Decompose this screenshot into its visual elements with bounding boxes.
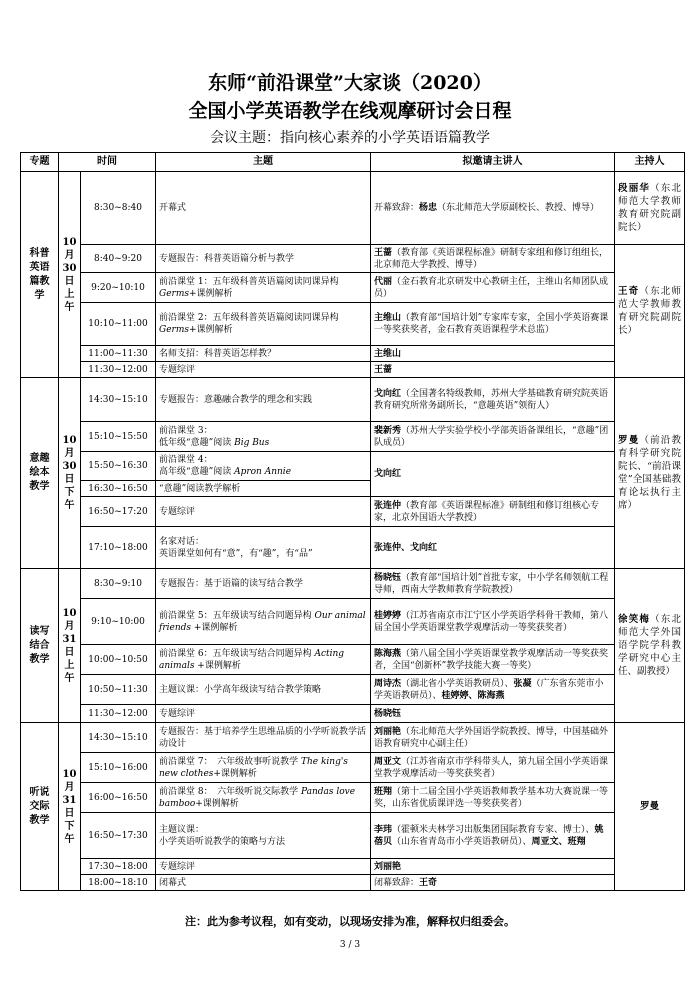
time-cell: 18:00~18:10 (81, 875, 156, 891)
speaker-cell (371, 362, 615, 378)
time-cell: 8:30~9:10 (81, 569, 156, 599)
speaker-desc: （江苏省南京市学科带头人，第九届全国小学英语课堂教学观摩活动一等奖获奖者） (374, 756, 609, 779)
speaker-cell (371, 875, 615, 891)
lesson-title: Our animal friends (159, 610, 366, 633)
speaker-cell (371, 172, 615, 245)
subject-cell: 专题报告：科普英语篇分析与教学 (156, 245, 371, 273)
subject-cell (156, 813, 371, 859)
speaker-separator: 、 (468, 690, 478, 701)
speaker-name: 周亚文 (531, 836, 559, 847)
table-row (21, 362, 685, 378)
footnote: 注：此为参考议程，如有变动，以现场安排为准，解释权归组委会。 (185, 915, 515, 928)
subject-cell (156, 753, 371, 783)
time-cell: 15:10~16:00 (81, 753, 156, 783)
speaker-cell (371, 569, 615, 599)
header-time: 时间 (59, 153, 156, 172)
speaker-name: 王奇 (419, 877, 438, 888)
subject-cell: 开幕式 (156, 172, 371, 245)
subject-cell: 专题综评 (156, 362, 371, 378)
session-date: 10月30日下午 (59, 378, 81, 569)
subject-cell: 专题综评 (156, 705, 371, 723)
speaker-desc: （第十二届全国小学英语教师教学基本功大赛说课一等奖，山东省优质课评选一等奖获奖者） (374, 786, 609, 809)
table-row (21, 527, 685, 569)
host-desc: （东北师范大学外国语学院学科教学研究中心主任、副教授） (618, 614, 681, 677)
speaker-cell (371, 273, 615, 303)
speaker-name: 陈海燕 (477, 690, 505, 701)
speaker-desc: （苏州大学实验学校小学部英语备课组长，“意趣”团队成员） (374, 425, 609, 448)
lesson-title: Apron Annie (234, 467, 292, 477)
subject-cell (156, 452, 371, 481)
speaker-desc: （第八届全国小学英语课堂教学观摩活动一等奖获奖者，全国“创新杯”教学技能大赛一等奖） (374, 648, 609, 671)
host-name: 段丽华 (618, 183, 651, 194)
table-row (21, 303, 685, 346)
table-row (21, 599, 685, 645)
speaker-desc: （广东省东莞市小学英语教研员）、 (374, 678, 604, 701)
speaker-desc: （霍顿米夫林学习出版集团国际教育专家、博士）、 (392, 824, 595, 835)
subject-cell: 专题报告：意趣融合教学的理念和实践 (156, 378, 371, 422)
session-topic: 意趣绘本教学 (21, 378, 59, 569)
speaker-name: 周诗杰 (374, 678, 402, 689)
table-row (21, 497, 685, 527)
schedule-table (20, 152, 685, 891)
speaker-name: 班翔 (374, 786, 393, 797)
speaker-name: 陈海燕 (374, 648, 402, 659)
speaker-cell (371, 675, 615, 705)
subject-text: 前沿课堂 7： 六年级故事听说教学 (159, 756, 301, 767)
subject-cell: 专题综评 (156, 497, 371, 527)
table-row (21, 273, 685, 303)
subject-cell: 专题报告：基于培养学生思维品质的小学听说教学活动设计 (156, 723, 371, 753)
speaker-desc: （全国著名特级教师，苏州大学基础教育研究院英语教育研究所常务副所长，“意趣英语”领衔人） (374, 388, 609, 411)
host-name: 罗曼 (618, 435, 640, 446)
header-speaker: 拟邀请主讲人 (371, 153, 615, 172)
header-subject: 主题 (156, 153, 371, 172)
subject-text: +课例解析 (213, 768, 257, 779)
speaker-prefix: 闭幕致辞： (374, 877, 420, 888)
table-row (21, 753, 685, 783)
subject-cell: 闭幕式 (156, 875, 371, 891)
host-name: 王奇 (618, 286, 640, 297)
speaker-cell (371, 245, 615, 273)
host-desc: （前沿教育科学研究院院长、“前沿课堂”全国基础教育论坛执行主席） (618, 435, 681, 511)
speaker-cell (371, 346, 615, 362)
subject-cell (156, 273, 371, 303)
lesson-title: Big Bus (234, 437, 270, 448)
time-cell: 14:30~15:10 (81, 378, 156, 422)
subject-text: 前沿课堂 2：五年级科普英语篇阅读同课异构 (159, 313, 339, 323)
time-cell: 16:30~16:50 (81, 481, 156, 497)
subject-text: 主题议课： (159, 824, 205, 835)
subject-cell: 主题议课：小学高年级读写结合教学策略 (156, 675, 371, 705)
speaker-name: 王蔷 (374, 247, 393, 258)
table-row (21, 645, 685, 675)
table-row (21, 705, 685, 723)
time-cell: 10:00~10:50 (81, 645, 156, 675)
subject-cell (156, 527, 371, 569)
table-row (21, 245, 685, 273)
speaker-cell (371, 527, 615, 569)
subject-cell (156, 783, 371, 813)
lesson-title: Acting animals (159, 648, 345, 671)
subject-text: 英语课堂如何有“意”，有“趣”，有“品” (159, 548, 313, 559)
conference-theme: 会议主题：指向核心素养的小学英语语篇教学 (210, 130, 490, 146)
session-date: 10月31日下午 (59, 723, 81, 891)
speaker-desc: （东北师范大学外国语学院教授、博导，中国基础外语教育研究中心副主任） (374, 726, 609, 749)
speaker-name: 班翔 (567, 836, 586, 847)
subject-text: +课例解析 (188, 325, 233, 335)
speaker-name: 戈向红 (374, 469, 402, 479)
lesson-title: The king's new clothes (159, 756, 348, 779)
speaker-name: 杨晓钰 (374, 708, 402, 719)
speaker-desc: （湖北省小学英语教研员）、 (401, 678, 514, 689)
session-date: 10月31日上午 (59, 569, 81, 723)
session-date: 10月30日上午 (59, 172, 81, 378)
subject-cell (156, 645, 371, 675)
table-row (21, 859, 685, 875)
header-topic: 专题 (21, 153, 59, 172)
speaker-desc: （金石教育北京研发中心教研主任，主维山名师团队成员） (374, 276, 609, 299)
speaker-name: 刘丽艳 (374, 861, 402, 872)
page-number: 3 / 3 (339, 940, 361, 950)
speaker-name: 桂婷婷 (441, 690, 469, 701)
subject-cell: 专题报告：基于语篇的读写结合教学 (156, 569, 371, 599)
subject-cell (156, 422, 371, 452)
table-row (21, 723, 685, 753)
speaker-cell (371, 783, 615, 813)
table-row (21, 172, 685, 245)
subject-text: 前沿课堂 8： 六年级听说交际教学 (159, 786, 301, 797)
speaker-name: 戈向红 (374, 388, 402, 399)
speaker-desc: （山东省青岛市小学英语教研员）、 (392, 836, 532, 847)
speaker-name: 张连仲 (374, 500, 402, 511)
speaker-desc: （教育部《英语课程标准》研制专家组和修订组组长，北京师范大学教授、博导） (374, 247, 609, 270)
speaker-cell (371, 452, 615, 497)
speaker-desc: （教育部《英语课程标准》研制组和修订组核心专家，北京外国语大学教授） (374, 500, 600, 523)
speaker-name: 裴新秀 (374, 425, 402, 436)
speaker-name: 李玮 (374, 824, 393, 835)
table-row (21, 452, 685, 481)
speaker-desc: （教育部“国培计划”专家库专家，全国小学英语赛课一等奖获奖者，金石教育英语课程学术总监） (374, 313, 609, 335)
table-row (21, 783, 685, 813)
time-cell: 11:00~11:30 (81, 346, 156, 362)
speaker-desc: （东北师范大学原副校长、教授、博导） (437, 203, 600, 213)
subject-text: +课例解析 (194, 660, 241, 671)
speaker-name: 桂婷婷 (374, 610, 402, 621)
speaker-prefix: 开幕致辞： (374, 203, 420, 213)
lesson-title: Pandas love bamboo (159, 786, 356, 809)
time-cell: 9:10~10:00 (81, 599, 156, 645)
subject-text: 高年级“意趣”阅读 (159, 467, 235, 477)
speaker-name: 主维山 (374, 313, 402, 323)
table-row (21, 378, 685, 422)
session-topic: 听说交际教学 (21, 723, 59, 891)
time-cell: 10:50~11:30 (81, 675, 156, 705)
speaker-cell (371, 723, 615, 753)
host-cell (615, 378, 685, 569)
subject-text: 低年级“意趣”阅读 (159, 437, 235, 448)
speaker-name: 刘丽艳 (374, 726, 402, 737)
time-cell: 14:30~15:10 (81, 723, 156, 753)
subject-text: 小学英语听说教学的策略与方法 (159, 836, 286, 847)
speaker-name: 杨忠 (419, 203, 438, 213)
speaker-cell (371, 705, 615, 723)
time-cell: 8:40~9:20 (81, 245, 156, 273)
subject-cell: “意趣”阅读教学解析 (156, 481, 371, 497)
speaker-name: 张凝 (513, 678, 532, 689)
subject-text: 前沿课堂 5：五年级读写结合同题异构 (159, 610, 315, 621)
speaker-cell (371, 303, 615, 346)
time-cell: 15:10~15:50 (81, 422, 156, 452)
subject-cell: 专题综评 (156, 859, 371, 875)
time-cell: 15:50~16:30 (81, 452, 156, 481)
time-cell: 17:30~18:00 (81, 859, 156, 875)
table-row (21, 346, 685, 362)
header-host: 主持人 (615, 153, 685, 172)
speaker-desc: （江苏省南京市江宁区小学英语学科骨干教师，第八届全国小学英语课堂教学观摩活动一等奖获奖者） (374, 610, 609, 633)
table-row (21, 569, 685, 599)
speaker-cell (371, 422, 615, 452)
session-topic: 科普英语篇教学 (21, 172, 59, 378)
speaker-name: 代丽 (374, 276, 393, 287)
subject-text: 前沿课堂 3： (159, 425, 213, 436)
host-cell (615, 723, 685, 891)
time-cell: 8:30~8:40 (81, 172, 156, 245)
table-row (21, 422, 685, 452)
speaker-name: 张连仲、戈向红 (374, 542, 438, 553)
table-row (21, 813, 685, 859)
time-cell: 11:30~12:00 (81, 705, 156, 723)
session-topic: 读写结合教学 (21, 569, 59, 723)
subject-cell (156, 303, 371, 346)
speaker-name: 杨晓钰 (374, 572, 402, 583)
table-row (21, 875, 685, 891)
time-cell: 11:30~12:00 (81, 362, 156, 378)
subject-cell (156, 599, 371, 645)
time-cell: 10:10~11:00 (81, 303, 156, 346)
subject-text: 前沿课堂 4： (159, 455, 213, 465)
speaker-cell (371, 599, 615, 645)
speaker-cell (371, 753, 615, 783)
lesson-title: Germs (159, 288, 189, 299)
speaker-cell (371, 859, 615, 875)
speaker-cell (371, 378, 615, 422)
time-cell: 16:50~17:30 (81, 813, 156, 859)
host-desc: （东北师范大学教师教育研究院副院长） (618, 183, 681, 233)
speaker-name: 周亚文 (374, 756, 402, 767)
time-cell: 9:20~10:10 (81, 273, 156, 303)
subject-text: +课例解析 (195, 798, 239, 809)
subject-text: 前沿课堂 6：五年级读写结合同题异构 (159, 648, 315, 659)
host-desc: （东北师范大学教师教育研究院副院长） (618, 286, 681, 336)
table-header-row (21, 153, 685, 172)
speaker-separator: 、 (558, 836, 568, 847)
subject-text: 前沿课堂 1：五年级科普英语篇阅读同课异构 (159, 276, 339, 287)
speaker-cell (371, 497, 615, 527)
subject-text: +课例解析 (191, 622, 238, 633)
speaker-name: 主维山 (374, 348, 402, 359)
subject-text: 名家对话： (159, 536, 205, 547)
speaker-name: 姚蓓贝 (374, 824, 604, 847)
speaker-name: 王蔷 (374, 364, 393, 375)
document-title-line2: 全国小学英语教学在线观摩研讨会日程 (188, 100, 512, 122)
time-cell: 17:10~18:00 (81, 527, 156, 569)
time-cell: 16:50~17:20 (81, 497, 156, 527)
speaker-cell (371, 813, 615, 859)
host-cell (615, 569, 685, 723)
table-row (21, 675, 685, 705)
document-title-line1: 东师“前沿课堂”大家谈（2020） (208, 72, 492, 94)
host-name: 罗曼 (639, 801, 659, 812)
subject-cell: 名师支招：科普英语怎样教？ (156, 346, 371, 362)
host-name: 徐笑梅 (618, 614, 651, 625)
time-cell: 16:00~16:50 (81, 783, 156, 813)
subject-text: +课例解析 (188, 288, 233, 299)
host-cell (615, 245, 685, 378)
speaker-desc: （教育部“国培计划”首批专家，中小学名师领航工程导师，西南大学教师教育学院教授） (374, 572, 609, 595)
host-cell (615, 172, 685, 245)
speaker-cell (371, 645, 615, 675)
lesson-title: Germs (159, 325, 189, 335)
